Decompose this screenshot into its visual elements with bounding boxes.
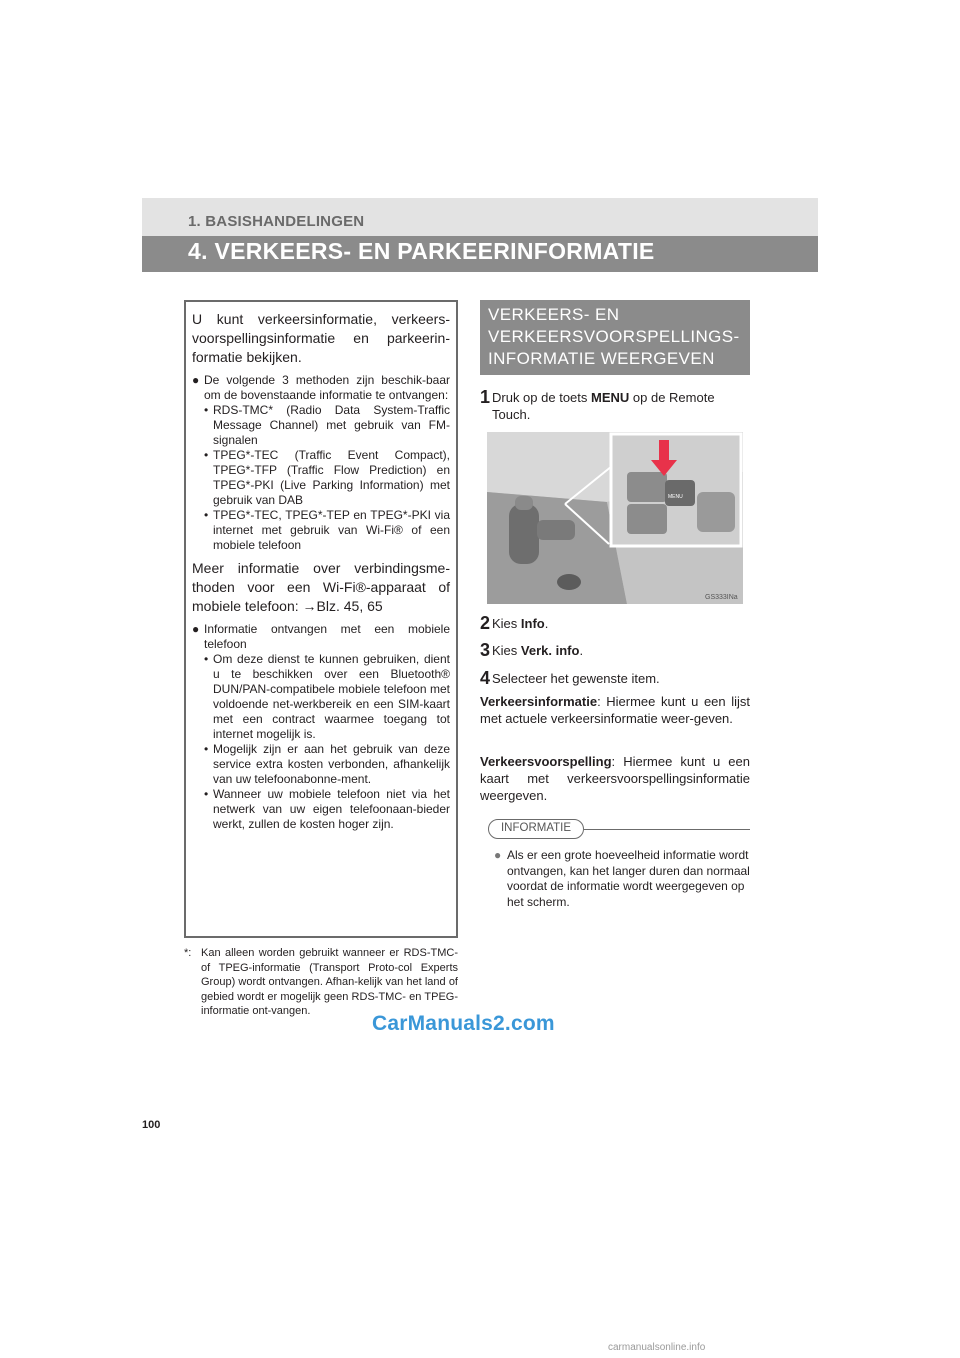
- method-item: • TPEG*-TEC, TPEG*-TEP en TPEG*-PKI via internet met gebruik van Wi-Fi® of een mobiele telefoon: [204, 508, 450, 552]
- info-label: INFORMATIE: [488, 819, 584, 839]
- info-item: ● Als er een grote hoeveelheid informatie wordt ontvangen, kan het langer duren dan normaal voordat de informatie wordt weergegeven op het scherm.: [494, 848, 750, 909]
- remote-touch-photo: [487, 432, 743, 604]
- bullet-icon: ●: [192, 622, 200, 636]
- info-divider: [584, 829, 750, 830]
- svg-text:MENU: MENU: [668, 494, 683, 500]
- step-4: 4 Selecteer het gewenste item.: [480, 668, 660, 688]
- svg-text:GS333INa: GS333INa: [705, 594, 738, 601]
- definition-traffic: Verkeersinformatie: Hiermee kunt u een lijst met actuele verkeersinformatie weer-geven.: [480, 694, 750, 726]
- phone-note: • Mogelijk zijn er aan het gebruik van deze service extra kosten verbonden, afhankelijk van uw telefoonabonne-ment.: [204, 742, 450, 786]
- footnote: *: Kan alleen worden gebruikt wanneer er RDS-TMC- of TPEG-informatie (Transport Proto-col Experts Group) wordt ontvangen. Afhan-kelijk van het land of gebied wordt er mogelijk geen RDS-TMC- en TPEG-informatie ont-vangen.: [184, 947, 458, 1017]
- phone-note: • Om deze dienst te kunnen gebruiken, dient u te beschikken over een Bluetooth® DUN/PAN-compatibele mobiele telefoon met voldoende net-werkbereik en een SIM-kaart met een contract waarmee toegang tot internet mogelijk is.: [204, 652, 450, 741]
- bullet-icon: ●: [494, 848, 502, 862]
- section-heading: VERKEERS- EN VERKEERSVOORSPELLINGS- INFORMATIE WEERGEVEN: [480, 300, 750, 375]
- step-3: 3 Kies Verk. info.: [480, 640, 584, 660]
- section-label: 1. BASISHANDELINGEN: [188, 213, 365, 230]
- page-number: 100: [142, 1119, 161, 1131]
- step-1: 1 Druk op de toets MENU op de Remote Touch.: [480, 387, 715, 422]
- bullet-methods: ● De volgende 3 methoden zijn beschik-baar om de bovenstaande informatie te ontvangen:: [192, 373, 450, 402]
- watermark-footer: carmanualsonline.info: [608, 1342, 706, 1353]
- step-2: 2 Kies Info.: [480, 613, 549, 633]
- bullet-phone: ● Informatie ontvangen met een mobiele telefoon: [192, 622, 450, 651]
- intro-text: U kunt verkeersinformatie, verkeers-voorspellingsinformatie en parkeerin-formatie bekijken.: [192, 311, 450, 365]
- method-item: • RDS-TMC* (Radio Data System-Traffic Message Channel) met gebruik van FM-signalen: [204, 403, 450, 447]
- page-title: 4. VERKEERS- EN PARKEERINFORMATIE: [188, 238, 655, 264]
- more-info-text: Meer informatie over verbindingsme-thoden voor een Wi-Fi®-apparaat of mobiele telefoon: →Blz. 45, 65: [192, 560, 450, 614]
- console-illustration: [487, 432, 743, 604]
- intro-box: [184, 300, 458, 938]
- method-item: • TPEG*-TEC (Traffic Event Compact), TPEG*-TFP (Traffic Flow Prediction) en TPEG*-PKI (Live Parking Information) met gebruik van DAB: [204, 448, 450, 507]
- bullet-icon: ●: [192, 373, 200, 387]
- watermark: CarManuals2.com: [372, 1012, 555, 1035]
- definition-forecast: Verkeersvoorspelling: Hiermee kunt u een kaart met verkeersvoorspellingsinformatie weergeven.: [480, 754, 750, 803]
- phone-note: • Wanneer uw mobiele telefoon niet via het netwerk van uw eigen telefoonaan-bieder werkt, zullen de kosten hoger zijn.: [204, 787, 450, 831]
